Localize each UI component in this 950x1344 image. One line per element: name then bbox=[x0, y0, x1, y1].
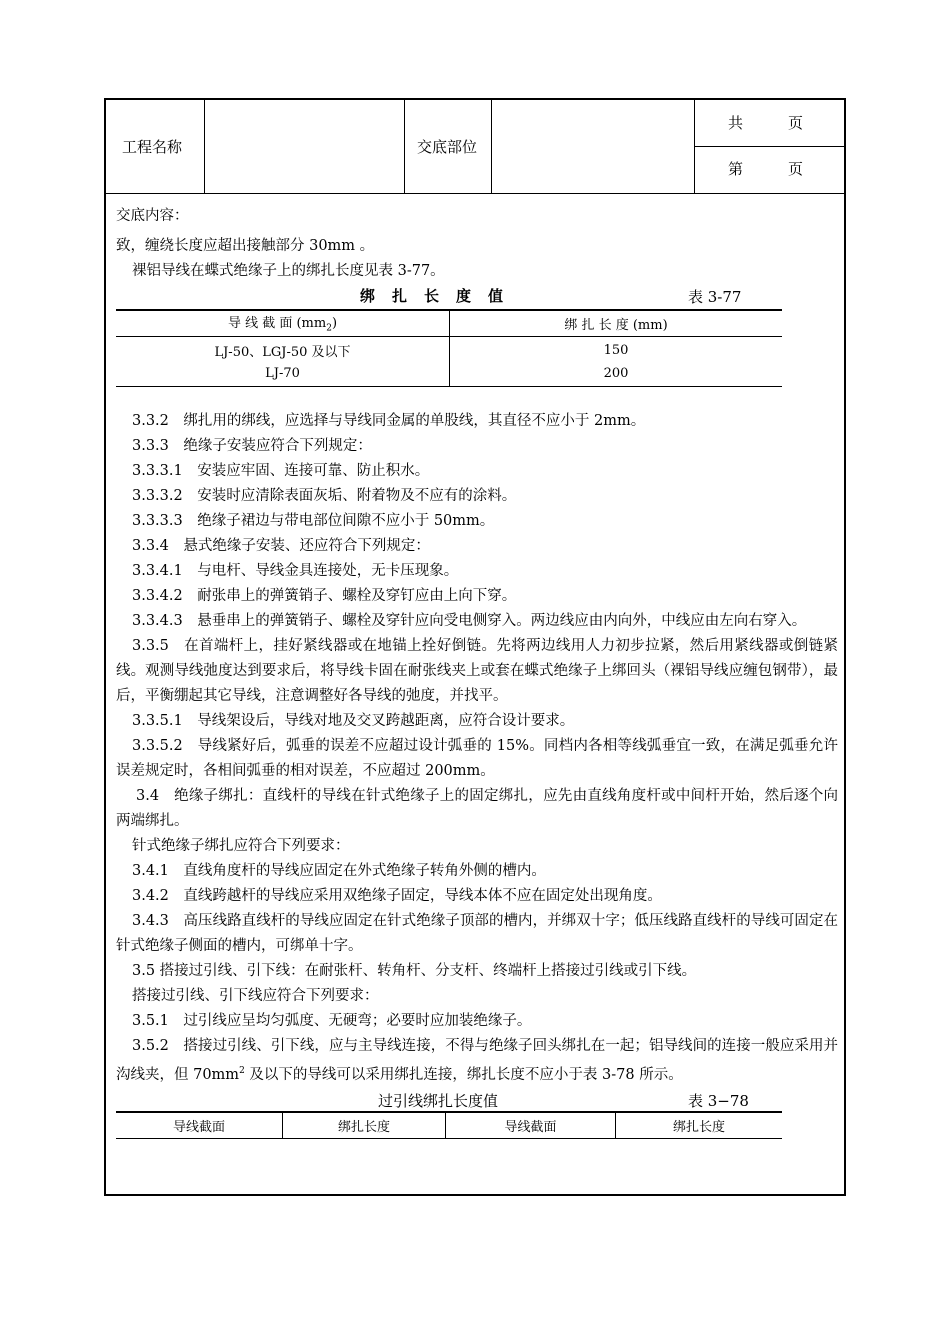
table2-caption bbox=[116, 1087, 838, 1111]
project-name-label: 工程名称 bbox=[122, 138, 183, 156]
content-label: 交底内容： bbox=[116, 208, 189, 224]
clause-3-3-4-2: 3.3.4.2 耐张串上的弹簧销子、螺栓及穿钉应由上向下穿。 bbox=[132, 587, 517, 604]
clause-3-3-4-3: 3.3.4.3 悬垂串上的弹簧销子、螺栓及穿针应向受电侧穿入。两边线应由内向外，中线应由左向右穿入。 bbox=[132, 612, 807, 629]
clause-3-5: 3.5 搭接过引线、引下线：在耐张杆、转角杆、分支杆、终端杆上搭接过引线或引下线。 bbox=[132, 962, 697, 979]
total-pages-label: 共 页 bbox=[728, 114, 804, 132]
clause-3-3-4: 3.3.4 悬式绝缘子安装、还应符合下列规定： bbox=[132, 537, 430, 554]
clause-3-3-2: 3.3.2 绑扎用的绑线，应选择与导线同金属的单股线，其直径不应小于 2mm。 bbox=[132, 412, 646, 429]
clause-3-3-5-1: 3.3.5.1 导线架设后，导线对地及交叉跨越距离，应符合设计要求。 bbox=[132, 712, 575, 729]
clause-3-3-4-1: 3.3.4.1 与电杆、导线金具连接处，无卡压现象。 bbox=[132, 562, 459, 579]
document-frame bbox=[104, 98, 846, 1196]
content-body bbox=[116, 200, 838, 1139]
table2-number: 表 3−78 bbox=[688, 1092, 749, 1111]
table1-row1-length: 150 bbox=[603, 343, 629, 359]
table1-number: 表 3-77 bbox=[688, 288, 742, 306]
clause-3-3-5-2: 3.3.5.2 导线紧好后，弧垂的误差不应超过设计弧垂的 15%。同档内各相等线弧垂宜一致，在满足弧垂允许误差规定时，各相间弧垂的相对误差，不应超过 200mm。 bbox=[116, 737, 838, 779]
table1-caption bbox=[116, 283, 838, 309]
table1-row2-section: LJ-70 bbox=[116, 361, 450, 386]
table2-header-section-1: 导线截面 bbox=[116, 1112, 283, 1138]
clause-3-5-1: 3.5.1 过引线应呈均匀弧度、无硬弯；必要时应加装绝缘子。 bbox=[132, 1012, 532, 1029]
table1-header-length: 绑 扎 长 度 (mm) bbox=[564, 317, 668, 333]
table1-header-section: 导 线 截 面 $(mm_2)$ bbox=[116, 310, 450, 336]
clause-3-5-2: 3.5.2 搭接过引线、引下线，应与主导线连接，不得与绝缘子回头绑扎在一起；铝导线间的连接一般应采用并沟线夹，但 $70mm^2$ 及以下的导线可以采用绑扎连接，绑扎长度不应小于表 3-78 所示。 bbox=[116, 1037, 838, 1083]
clause-3-3-3-2: 3.3.3.2 安装时应清除表面灰垢、附着物及不应有的涂料。 bbox=[132, 487, 517, 504]
location-label: 交底部位 bbox=[417, 138, 478, 156]
clause-3-4: 3.4 绝缘子绑扎：直线杆的导线在针式绝缘子上的固定绑扎，应先由直线角度杆或中间杆开始，然后逐个向两端绑扎。 bbox=[116, 787, 838, 829]
intro-line-1: 致，缠绕长度应超出接触部分 30mm 。 bbox=[116, 238, 375, 254]
intro-line-2: 裸铝导线在蝶式绝缘子上的绑扎长度见表 3-77。 bbox=[132, 263, 445, 279]
table2-header-length-2: 绑扎长度 bbox=[672, 1120, 725, 1136]
clause-3-3-3-3: 3.3.3.3 绝缘子裙边与带电部位间隙不应小于 50mm。 bbox=[132, 512, 495, 529]
table1 bbox=[116, 309, 782, 387]
table2-header-length-1: 绑扎长度 bbox=[283, 1112, 446, 1138]
clause-3-4-2: 3.4.2 直线跨越杆的导线应采用双绝缘子固定，导线本体不应在固定处出现角度。 bbox=[132, 887, 662, 904]
page-number-label: 第 页 bbox=[728, 160, 804, 178]
table2-header-section-2: 导线截面 bbox=[446, 1112, 616, 1138]
table1-row1-section: LJ-50、LGJ-50 及以下 bbox=[116, 336, 450, 361]
clause-3-4-requirements: 针式绝缘子绑扎应符合下列要求： bbox=[132, 837, 350, 854]
clause-3-4-1: 3.4.1 直线角度杆的导线应固定在外式绝缘子转角外侧的槽内。 bbox=[132, 862, 546, 879]
header-grid bbox=[106, 100, 844, 194]
table1-title: 绑 扎 长 度 值 bbox=[360, 287, 505, 305]
table2 bbox=[116, 1111, 782, 1139]
table2-title: 过引线绑扎长度值 bbox=[378, 1092, 499, 1111]
clause-3-5-requirements: 搭接过引线、引下线应符合下列要求： bbox=[132, 987, 379, 1004]
clause-3-4-3: 3.4.3 高压线路直线杆的导线应固定在针式绝缘子顶部的槽内，并绑双十字；低压线路直线杆的导线可固定在针式绝缘子侧面的槽内，可绑单十字。 bbox=[116, 912, 838, 954]
clause-3-3-3: 3.3.3 绝缘子安装应符合下列规定： bbox=[132, 437, 372, 454]
table1-row2-length: 200 bbox=[603, 365, 629, 381]
clause-3-3-3-1: 3.3.3.1 安装应牢固、连接可靠、防止积水。 bbox=[132, 462, 430, 479]
clause-3-3-5: 3.3.5 在首端杆上，挂好紧线器或在地锚上拴好倒链。先将两边线用人力初步拉紧，然后用紧线器或倒链紧线。观测导线弛度达到要求后，将导线卡固在耐张线夹上或套在蝶式绝缘子上绑回头（裸铝导线应缠包钢带），最后，平衡绷起其它导线，注意调整好各导线的弛度，并找平。 bbox=[116, 637, 838, 704]
